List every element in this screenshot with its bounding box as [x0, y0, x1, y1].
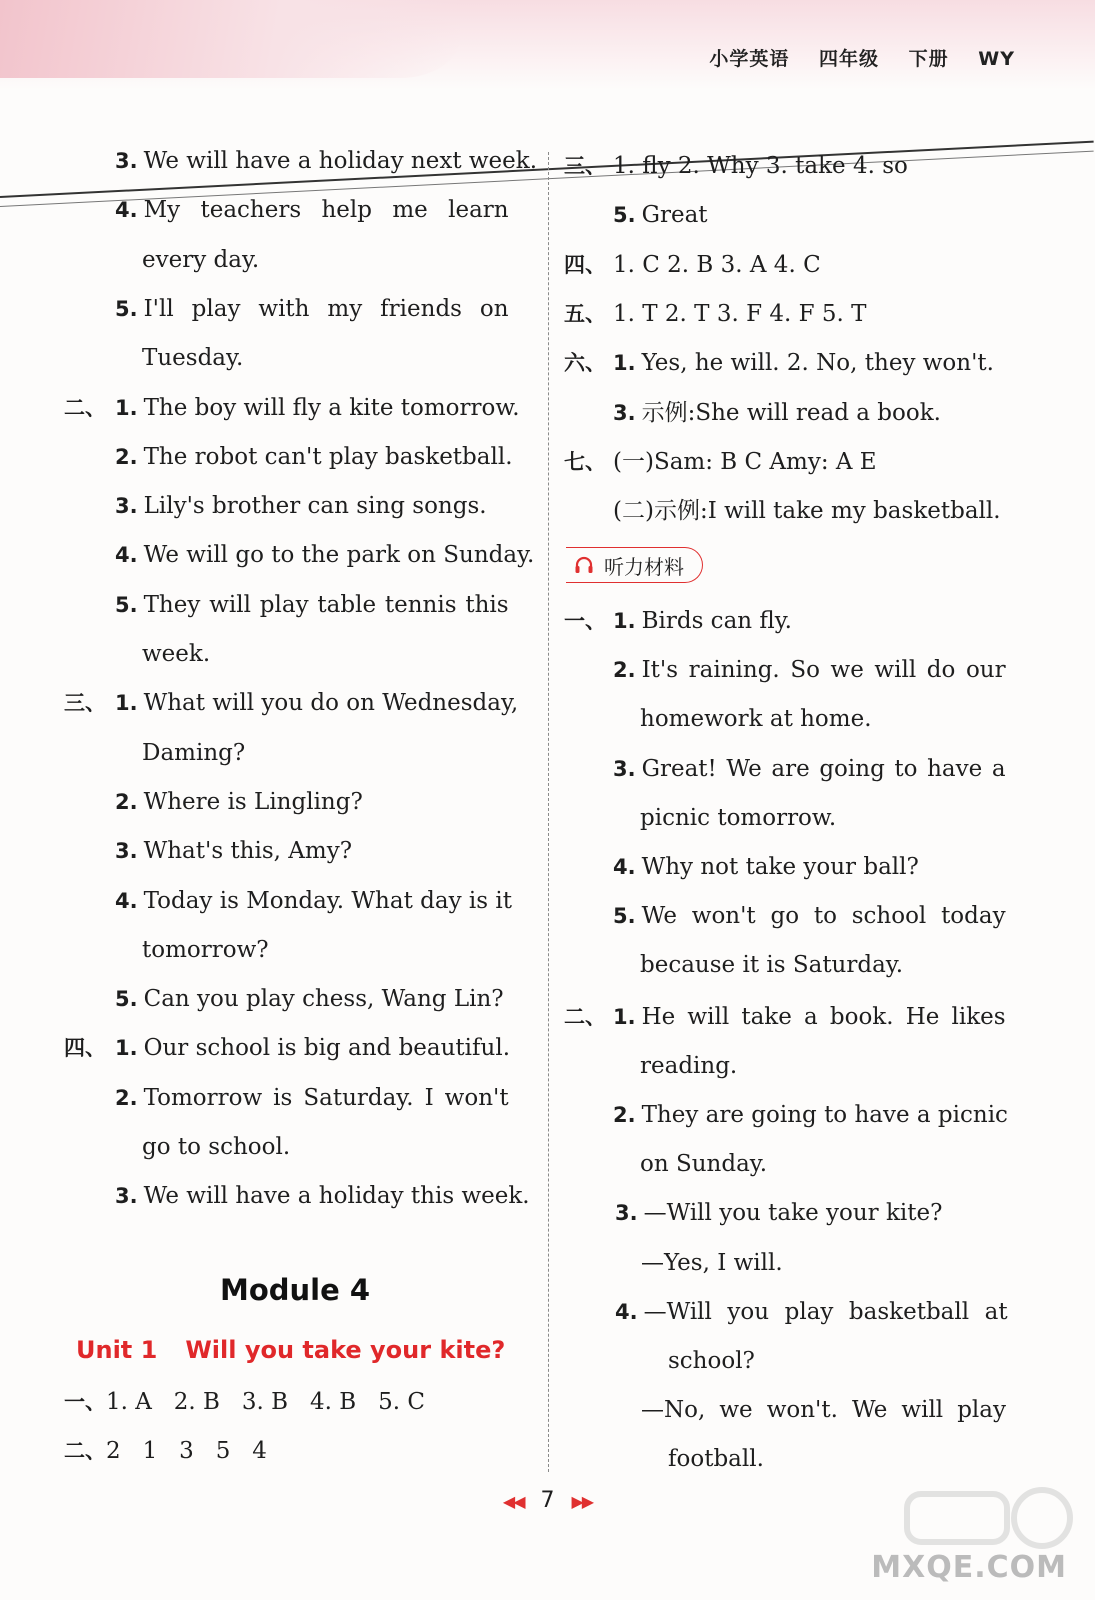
answer-line: [564, 250, 821, 280]
item-text: Why not take your ball?: [641, 854, 919, 880]
item-text: tomorrow?: [142, 936, 269, 963]
item-number: 1.: [613, 609, 636, 633]
section-marker: 四、: [64, 1036, 106, 1061]
item-number: 4.: [115, 543, 138, 568]
transcript-line: [615, 1198, 942, 1228]
item-text: It's raining. So we will do our: [641, 657, 1006, 684]
header-volume: 下册: [908, 48, 949, 70]
item-text: picnic tomorrow.: [640, 804, 837, 831]
item-number: 1.: [613, 1004, 636, 1029]
section-marker: 六、: [564, 351, 606, 376]
transcript-line: [640, 704, 872, 734]
answer-line: [564, 447, 877, 477]
transcript-line: [615, 1297, 1008, 1327]
answer-line: [142, 738, 245, 768]
transcript-line: [613, 655, 1006, 685]
item-text: 1. fly 2. Why 3. take 4. so: [613, 153, 908, 179]
item-text: go to school.: [142, 1134, 291, 1160]
section-marker: 三、: [564, 154, 606, 178]
answer-line: [142, 639, 210, 669]
item-text: They will play table tennis this: [143, 591, 509, 618]
item-number: 5.: [115, 592, 138, 617]
prev-arrows-icon: ◀◀: [502, 1492, 524, 1511]
item-text: My teachers help me learn: [143, 197, 509, 224]
transcript-line: [640, 1051, 737, 1081]
item-text: 1. C 2. B 3. A 4. C: [613, 251, 821, 278]
item-text: The boy will fly a kite tomorrow.: [143, 394, 520, 421]
item-text: Tuesday.: [142, 345, 244, 372]
answer-line: [142, 1132, 290, 1162]
item-text: 1. A 2. B 3. B 4. B 5. C: [106, 1389, 425, 1415]
section-marker: 二、: [64, 1439, 106, 1463]
section-marker: 一、: [564, 609, 606, 633]
answer-line: [64, 688, 519, 718]
answer-line: [115, 442, 513, 472]
item-text: Lily's brother can sing songs.: [143, 493, 487, 520]
item-text: (二)示例:I will take my basketball.: [613, 498, 1001, 525]
item-number: 1.: [115, 691, 138, 716]
item-text: (一)Sam: B C Amy: A E: [613, 448, 877, 475]
answer-line: [64, 1436, 267, 1466]
section-marker: 三、: [64, 691, 106, 716]
header-edition: WY: [978, 48, 1015, 70]
item-text: —No, we won't. We will play: [641, 1397, 1006, 1424]
listening-material-badge: [566, 547, 703, 583]
item-text: Daming?: [142, 739, 246, 766]
item-text: Our school is big and beautiful.: [143, 1035, 511, 1062]
item-text: —Will you take your kite?: [643, 1200, 943, 1227]
next-arrows-icon: ▶▶: [571, 1492, 593, 1511]
item-number: 5.: [613, 904, 636, 929]
item-text: every day.: [142, 246, 260, 273]
item-text: They are going to have a picnic: [641, 1102, 1008, 1128]
transcript-line: [641, 1395, 1006, 1425]
unit-name: Will you take your kite?: [185, 1336, 506, 1364]
item-text: We will have a holiday next week.: [143, 148, 538, 174]
item-number: 3.: [115, 494, 138, 519]
item-text: Yes, he will. 2. No, they won't.: [641, 350, 994, 377]
answer-line: [564, 348, 994, 378]
item-text: We won't go to school today: [641, 903, 1006, 930]
column-divider: [548, 152, 549, 1472]
item-number: 2.: [613, 658, 636, 683]
item-text: Great: [641, 202, 708, 229]
item-number: 5.: [115, 296, 138, 321]
transcript-line: [613, 852, 919, 882]
watermark-text: MXQE.COM: [871, 1550, 1067, 1585]
item-text: Birds can fly.: [641, 608, 792, 634]
transcript-line: [613, 754, 1006, 784]
transcript-line: [613, 901, 1006, 931]
item-number: 4.: [613, 855, 636, 879]
item-number: 4.: [115, 198, 138, 223]
unit-title: [76, 1336, 505, 1364]
section-marker: 一、: [64, 1390, 106, 1414]
answer-line: [142, 343, 243, 373]
item-text: 示例:She will read a book.: [641, 399, 941, 426]
item-text: We will go to the park on Sunday.: [143, 542, 535, 569]
transcript-line: [640, 803, 836, 833]
answer-line: [115, 590, 509, 620]
item-text: He will take a book. He likes: [641, 1003, 1006, 1030]
answer-line: [64, 1033, 511, 1063]
item-number: 4.: [115, 888, 138, 913]
answer-line: [64, 393, 520, 423]
answer-line: [115, 491, 487, 521]
item-text: —Will you play basketball at: [643, 1298, 1008, 1325]
item-number: 3.: [615, 1201, 638, 1226]
page-number: 7: [540, 1488, 555, 1513]
transcript-line: [564, 606, 792, 636]
header-grade: 四年级: [819, 48, 880, 70]
section-marker: 四、: [564, 252, 606, 277]
answer-line: [115, 195, 509, 225]
item-text: Great! We are going to have a: [641, 755, 1006, 782]
item-text: reading.: [640, 1052, 738, 1079]
answer-line: [115, 984, 504, 1014]
item-number: 2.: [613, 1103, 636, 1127]
item-text: What will you do on Wednesday,: [143, 690, 519, 717]
item-number: 1.: [115, 1036, 138, 1061]
item-text: Where is Lingling?: [143, 788, 363, 815]
item-text: football.: [668, 1446, 764, 1473]
transcript-line: [640, 950, 903, 980]
transcript-line: [613, 1100, 1006, 1130]
answer-line: [64, 1387, 425, 1417]
section-marker: 五、: [564, 301, 606, 326]
item-text: Tomorrow is Saturday. I won't: [143, 1084, 509, 1111]
item-number: 2.: [115, 1085, 138, 1110]
section-marker: 七、: [564, 449, 606, 474]
item-text: The robot can't play basketball.: [143, 443, 513, 470]
answer-line: [142, 245, 259, 275]
transcript-line: [668, 1346, 755, 1376]
item-text: We will have a holiday this week.: [143, 1183, 530, 1210]
listening-label: 听力材料: [604, 554, 684, 579]
answer-line: [564, 299, 867, 329]
item-text: because it is Saturday.: [640, 952, 904, 979]
item-text: 1. T 2. T 3. F 4. F 5. T: [613, 300, 867, 327]
item-number: 3.: [115, 839, 138, 864]
item-number: 2.: [115, 444, 138, 469]
item-text: week.: [142, 641, 211, 667]
item-number: 1.: [115, 395, 138, 420]
item-number: 5.: [613, 203, 636, 228]
transcript-line: [640, 1149, 767, 1179]
answer-line: [115, 1181, 530, 1211]
item-text: 2 1 3 5 4: [106, 1438, 267, 1464]
answer-line: [564, 151, 908, 181]
item-number: 3.: [613, 400, 636, 425]
item-number: 3.: [115, 1184, 138, 1209]
item-text: Can you play chess, Wang Lin?: [143, 986, 504, 1013]
transcript-line: [668, 1444, 764, 1474]
answer-line: [613, 200, 708, 230]
answer-line: [115, 836, 352, 866]
item-number: 4.: [615, 1299, 638, 1324]
item-number: 5.: [115, 987, 138, 1012]
answer-line: [115, 294, 509, 324]
item-number: 3.: [115, 149, 138, 173]
transcript-line: [564, 1002, 1006, 1032]
item-text: on Sunday.: [640, 1151, 768, 1178]
item-number: 3.: [613, 756, 636, 781]
answer-line: [115, 146, 537, 176]
item-number: 2.: [115, 789, 138, 814]
module-title: Module 4: [220, 1273, 371, 1307]
item-text: homework at home.: [640, 706, 872, 733]
transcript-line: [641, 1248, 783, 1278]
answer-line: [115, 540, 534, 570]
item-text: I'll play with my friends on: [143, 295, 509, 322]
answer-line: [115, 787, 363, 817]
item-text: What's this, Amy?: [143, 838, 353, 865]
section-marker: 二、: [64, 395, 106, 420]
section-marker: 二、: [564, 1004, 606, 1029]
answer-line: [613, 496, 1001, 526]
page-header: [687, 44, 1015, 71]
answer-line: [115, 1083, 509, 1113]
header-subject: 小学英语: [709, 48, 790, 70]
unit-label: Unit 1: [76, 1336, 158, 1364]
item-text: Today is Monday. What day is it: [143, 887, 512, 914]
answer-line: [142, 935, 269, 965]
item-number: 1.: [613, 351, 636, 376]
item-text: —Yes, I will.: [641, 1249, 783, 1276]
item-text: school?: [668, 1348, 755, 1374]
headphone-icon: [574, 555, 594, 575]
answer-line: [115, 886, 512, 916]
answer-line: [613, 398, 941, 428]
